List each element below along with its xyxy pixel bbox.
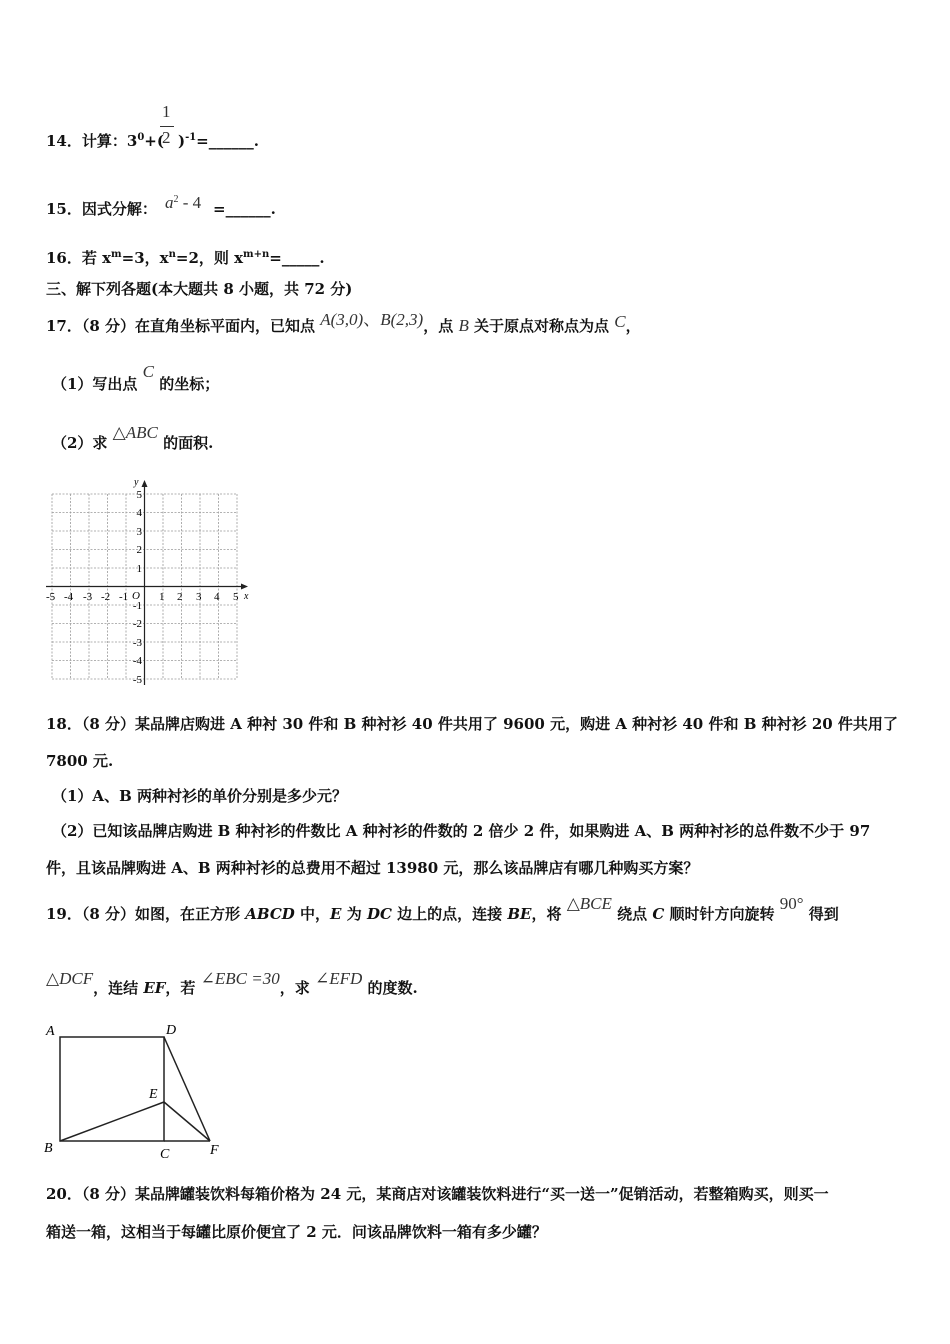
q17-p1-a: （1）写出点: [52, 375, 143, 393]
y-axis-arrow-icon: [142, 480, 148, 487]
q14-sup-minus1: -1: [185, 132, 197, 143]
question-16: [46, 245, 325, 268]
y-tick: -1: [132, 600, 142, 612]
y-tick: 2: [136, 544, 142, 556]
y-tick: 3: [136, 526, 142, 538]
point-F: F: [210, 1143, 219, 1158]
q17-part-1: [52, 362, 220, 394]
y-tick: -4: [132, 655, 142, 667]
q19-l: 的度数.: [362, 979, 418, 997]
q18-part-1: （1）A、B 两种衬衫的单价分别是多少元？: [52, 787, 347, 805]
origin-label: O: [132, 590, 140, 602]
x-axis-arrow-icon: [241, 584, 248, 590]
q17-C: C: [614, 312, 626, 331]
q19-angle-EFD: ∠EFD: [314, 969, 363, 988]
segment-DF: [164, 1037, 210, 1141]
vertex-B: B: [44, 1141, 53, 1156]
y-tick: -3: [132, 637, 142, 649]
q14-fraction-denominator: 2: [162, 128, 171, 147]
x-tick: -1: [119, 591, 129, 603]
question-14: [46, 128, 259, 151]
q19-degree: 90°: [779, 894, 804, 913]
q16-sup-m: m: [111, 249, 122, 260]
q15-sup2: 2: [173, 194, 179, 205]
vertex-A: A: [46, 1024, 55, 1039]
y-tick: -5: [132, 674, 142, 686]
q14-answer-blank: =______.: [196, 132, 259, 150]
q19-line-2: [46, 969, 418, 998]
q14-fraction-numerator: 1: [162, 102, 171, 121]
q17-sep: 、: [363, 310, 381, 329]
x-tick: 5: [233, 591, 239, 603]
q17-B: B: [458, 316, 469, 335]
x-tick: -5: [46, 591, 56, 603]
q15-math-a: a: [165, 193, 174, 212]
x-tick: 4: [214, 591, 220, 603]
q17-part-2: [52, 423, 214, 453]
q17-prefix: 17．（8 分）在直角坐标平面内，已知点: [46, 317, 321, 335]
q15-blank: [213, 199, 276, 219]
q17-mid2: 关于原点对称点为点: [468, 317, 615, 335]
q19-k: ，求: [279, 979, 315, 997]
q19-i: ，连结: [93, 979, 144, 997]
section-3-heading: 三、解下列各题(本大题共 8 小题，共 72 分): [46, 280, 353, 298]
q19-DC: DC: [366, 905, 392, 923]
q14-plus: +(: [144, 132, 164, 150]
segment-BE: [60, 1102, 164, 1141]
q18-part-2-line-1: （2）已知该品牌店购进 B 种衬衫的件数比 A 种衬衫的件数的 2 倍少 2 件，如果购进 A、B 两种衬衫的总件数不少于 97: [52, 822, 871, 840]
q19-C-point: C: [652, 905, 665, 923]
q18-line-2: 7800 元.: [46, 752, 114, 770]
q15-answer-blank: =______.: [213, 200, 276, 218]
q15-math-rest: - 4: [178, 193, 202, 212]
x-axis-label: x: [244, 591, 249, 602]
q19-e: ，将: [531, 905, 567, 923]
q17-p2-a: （2）求: [52, 434, 113, 452]
q20-line-2: 箱送一箱，这相当于每罐比原价便宜了 2 元．问该品牌饮料一箱有多少罐？: [46, 1223, 547, 1241]
y-tick: 5: [136, 489, 142, 501]
q17-end: ，: [625, 317, 641, 335]
q19-f: 绕点: [611, 905, 653, 923]
q19-d: 边上的点，连接: [391, 905, 508, 923]
y-axis-label: y: [134, 477, 139, 488]
q16-text-b: =3，x: [121, 249, 169, 267]
q15-prefix: 15．因式分解：: [46, 200, 157, 218]
q19-a: 19．（8 分）如图，在正方形: [46, 905, 246, 923]
coordinate-grid: [40, 474, 260, 690]
vertex-C: C: [160, 1147, 170, 1162]
q19-g: 顺时针方向旋转: [664, 905, 780, 923]
q19-ABCD: ABCD: [245, 905, 295, 923]
q14-fraction-bar: [160, 126, 174, 127]
q17-p1-b: 的坐标；: [154, 375, 220, 393]
y-tick: 1: [136, 563, 142, 575]
x-tick: 2: [177, 591, 183, 603]
q16-text-d: =_____.: [269, 249, 325, 267]
question-15: [46, 199, 157, 219]
y-tick: -2: [132, 618, 142, 630]
q19-h: 得到: [803, 905, 839, 923]
q15-expression: [165, 190, 201, 213]
segment-EF: [164, 1102, 210, 1141]
q17-p2-b: 的面积.: [157, 434, 214, 452]
q17-p2-triangle: △ABC: [112, 423, 158, 442]
q19-angle-EBC: ∠EBC =30: [200, 969, 280, 988]
q14-sup0: 0: [137, 132, 145, 143]
q17-point-a: A(3,0): [320, 310, 364, 329]
vertex-D: D: [166, 1023, 177, 1038]
q18-line-1: 18．（8 分）某品牌店购进 A 种衬 30 件和 B 种衬衫 40 件共用了 9600 元，购进 A 种衬衫 40 件和 B 种衬衫 20 件共用了: [46, 715, 898, 733]
q19-triangle-BCE: △BCE: [566, 894, 612, 913]
q16-sup-n: n: [168, 249, 176, 260]
x-tick: 3: [196, 591, 202, 603]
q16-text-c: =2，则 x: [175, 249, 244, 267]
q19-c: 为: [341, 905, 367, 923]
x-tick: -2: [101, 591, 111, 603]
q19-EF: EF: [143, 979, 166, 997]
q19-E: E: [330, 905, 342, 923]
q19-BE: BE: [507, 905, 532, 923]
q20-line-1: 20．（8 分）某品牌罐装饮料每箱价格为 24 元，某商店对该罐装饮料进行“买一送一”促销活动，若整箱购买，则买一: [46, 1185, 829, 1203]
y-tick: 4: [136, 507, 142, 519]
q17-mid: ，点: [423, 317, 459, 335]
q19-triangle-DCF: △DCF: [46, 969, 94, 988]
q17-point-b: B(2,3): [380, 310, 424, 329]
q18-part-2-line-2: 件，且该品牌购进 A、B 两种衬衫的总费用不超过 13980 元，那么该品牌店有哪几种购买方案？: [46, 859, 699, 877]
q19-b: 中，: [294, 905, 331, 923]
q14-prefix: 14．计算：3: [46, 132, 138, 150]
y-tick-labels: [133, 489, 143, 686]
x-tick: 1: [159, 591, 165, 603]
q19-line-1: [46, 894, 839, 924]
q14-close: ): [177, 132, 186, 150]
q17-p1-C: C: [142, 362, 155, 381]
x-tick: -3: [83, 591, 93, 603]
q16-sup-mn: m+n: [243, 249, 270, 260]
question-17: [46, 310, 641, 336]
q16-text-a: 16．若 x: [46, 249, 112, 267]
square-figure: [40, 1016, 230, 1164]
x-tick: -4: [64, 591, 74, 603]
x-tick-labels: [46, 591, 239, 603]
q19-j: ，若: [165, 979, 201, 997]
point-E: E: [149, 1087, 158, 1102]
